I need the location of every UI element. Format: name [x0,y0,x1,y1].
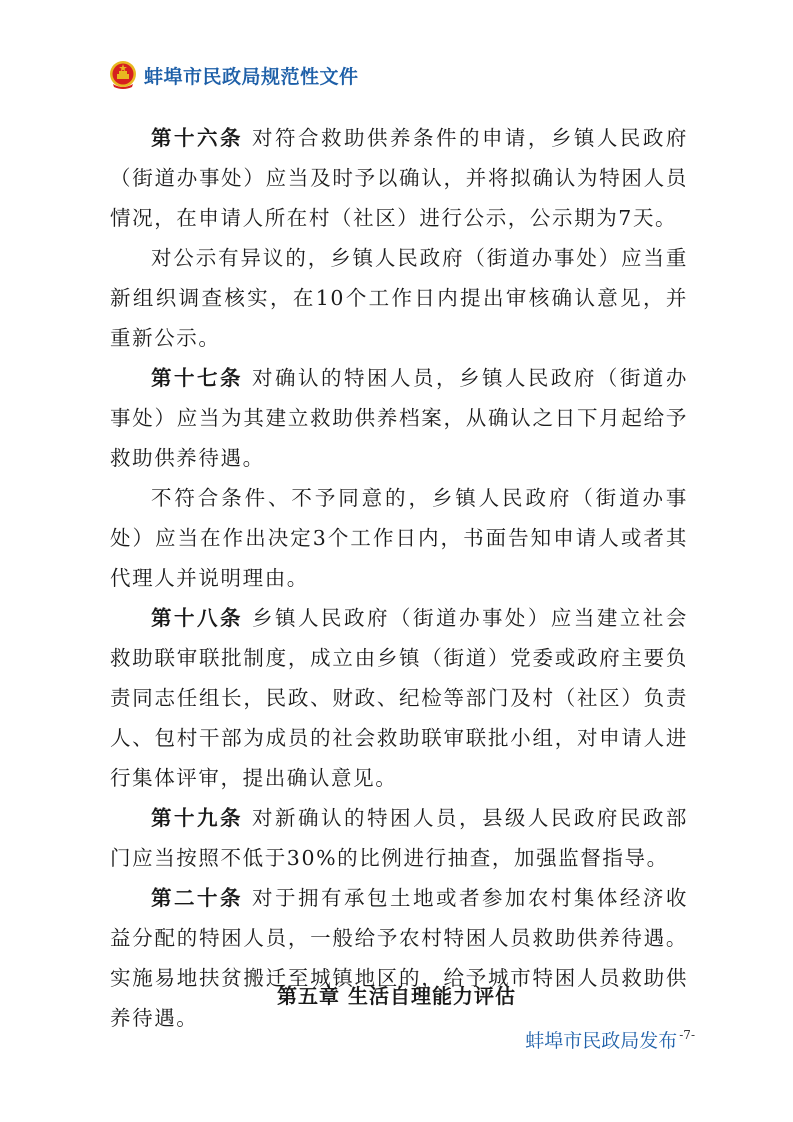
article-number: 第十七条 [151,366,243,390]
paragraph [110,878,688,1038]
header-title: 蚌埠市民政局规范性文件 [144,65,359,88]
paragraph-text: 对新确认的特困人员，县级人民政府民政部门应当按照不低于30%的比例进行抽查，加强监督指导。 [110,806,688,870]
paragraph-text: 对确认的特困人员，乡镇人民政府（街道办事处）应当为其建立救助供养档案，从确认之日下月起给予救助供养待遇。 [110,366,688,470]
chapter-heading: 第五章 生活自理能力评估 [277,984,516,1008]
paragraph [110,798,688,878]
national-emblem-icon [108,60,138,90]
paragraph [110,238,688,358]
paragraph-text: 对符合救助供养条件的申请，乡镇人民政府（街道办事处）应当及时予以确认，并将拟确认为特困人员情况，在申请人所在村（社区）进行公示，公示期为7天。 [110,126,688,230]
article-number: 第十八条 [151,606,243,630]
paragraph-text: 对公示有异议的，乡镇人民政府（街道办事处）应当重新组织调查核实，在10个工作日内提出审核确认意见，并重新公示。 [110,246,688,350]
paragraph-text: 不符合条件、不予同意的，乡镇人民政府（街道办事处）应当在作出决定3个工作日内，书面告知申请人或者其代理人并说明理由。 [110,486,688,590]
article-number: 第十六条 [151,126,243,150]
document-header [108,60,359,90]
page-number: -7- [679,1028,695,1042]
paragraph [110,478,688,598]
document-footer [525,1026,695,1053]
paragraph [110,358,688,478]
paragraph [110,118,688,238]
footer-publisher: 蚌埠市民政局发布 [525,1030,678,1052]
document-body [110,118,688,1038]
paragraph-text: 对于拥有承包土地或者参加农村集体经济收益分配的特困人员，一般给予农村特困人员救助供养待遇。实施易地扶贫搬迁至城镇地区的，给予城市特困人员救助供养待遇。 [110,886,688,1030]
paragraph-text: 乡镇人民政府（街道办事处）应当建立社会救助联审联批制度，成立由乡镇（街道）党委或政府主要负责同志任组长，民政、财政、纪检等部门及村（社区）负责人、包村干部为成员的社会救助联审联批小组，对申请人进行集体评审，提出确认意见。 [110,606,688,790]
article-number: 第十九条 [151,806,243,830]
paragraph [110,598,688,798]
article-number: 第二十条 [151,886,243,910]
